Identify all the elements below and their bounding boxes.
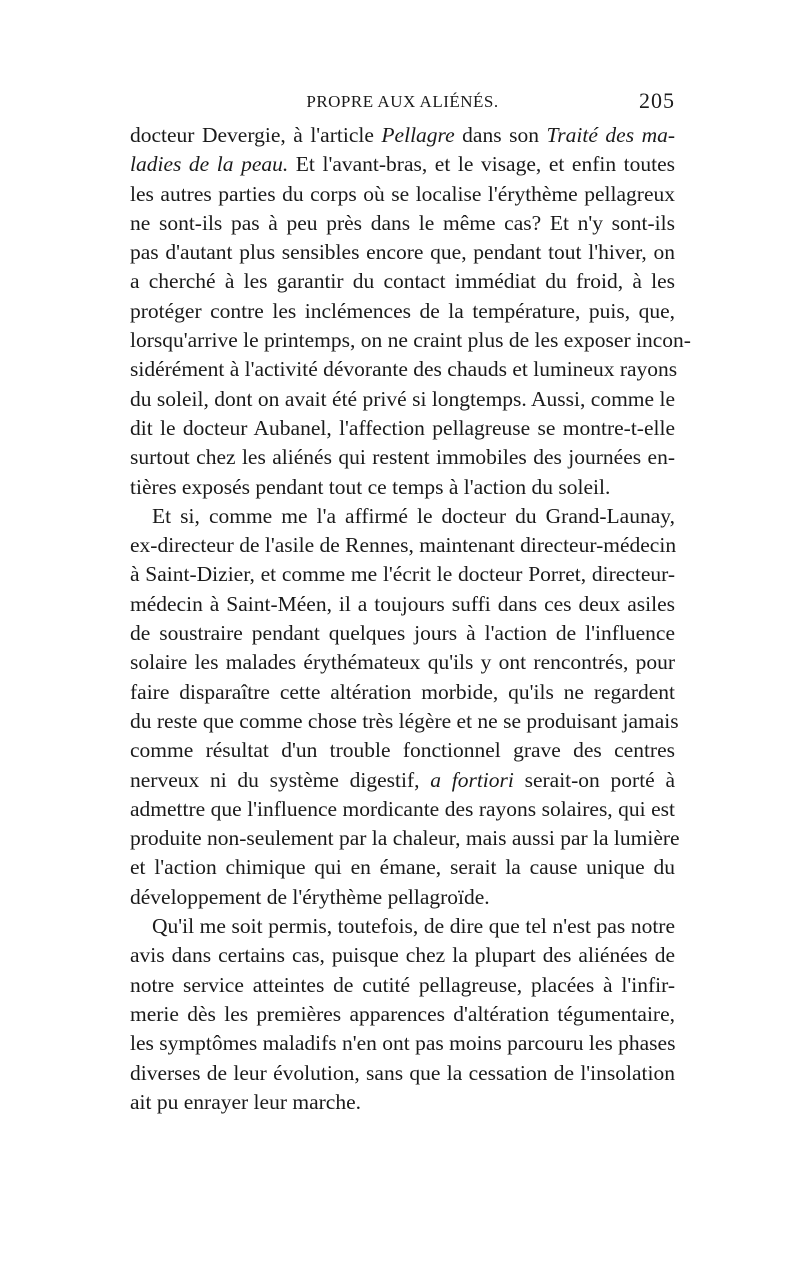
text-segment: tières exposés pendant tout ce temps à l'action du soleil.: [130, 474, 611, 499]
text-segment: Qu'il me soit permis, toutefois, de dire que tel n'est pas notre: [152, 914, 675, 939]
text-line: [130, 209, 675, 238]
text-line: [130, 1059, 675, 1088]
text-segment: diverses de leur évolution, sans que la cessation de l'insolation: [130, 1060, 675, 1085]
page-number: 205: [639, 88, 675, 113]
text-line: [130, 795, 675, 824]
text-line: [130, 414, 675, 443]
text-segment: notre service atteintes de cutité pellagreuse, placées à l'infir-: [130, 972, 675, 997]
text-line: [130, 590, 675, 619]
text-line: [130, 766, 675, 795]
text-segment: de soustraire pendant quelques jours à l'action de l'influence: [130, 621, 675, 646]
text-segment: merie dès les premières apparences d'altération tégumentaire,: [130, 1001, 675, 1026]
text-segment: surtout chez les aliénés qui restent immobiles des journées en-: [130, 445, 675, 470]
text-segment: Et si, comme me l'a affirmé le docteur du Grand-Launay,: [152, 503, 675, 528]
text-line: [130, 678, 675, 707]
text-segment: serait-on porté à: [513, 767, 675, 792]
text-line: [130, 355, 678, 384]
text-segment: du soleil, dont on avait été privé si longtemps. Aussi, comme le: [130, 386, 675, 411]
text-line: [130, 267, 675, 296]
text-segment: pas d'autant plus sensibles encore que, pendant tout l'hiver, on: [130, 240, 675, 265]
paragraph: [130, 502, 680, 912]
text-segment: et l'action chimique qui en émane, serait la cause unique du: [130, 855, 675, 880]
text-segment: ex-directeur de l'asile de Rennes, maintenant directeur-médecin: [130, 533, 677, 558]
text-line: [130, 1000, 675, 1029]
text-segment: protéger contre les inclémences de la température, puis, que,: [130, 298, 675, 323]
text-line: [130, 736, 675, 765]
text-segment: les autres parties du corps où se localise l'érythème pellagreux: [130, 181, 675, 206]
text-line: [130, 326, 691, 355]
italic-text: ladies de la peau.: [130, 152, 289, 177]
text-segment: faire disparaître cette altération morbide, qu'ils ne regardent: [130, 679, 675, 704]
text-segment: Et l'avant-bras, et le visage, et enfin toutes: [288, 152, 675, 177]
text-segment: du reste que comme chose très légère et ne se produisant jamais: [130, 708, 679, 733]
paragraph: [130, 912, 675, 1117]
text-line: [130, 238, 675, 267]
text-line: [130, 707, 679, 736]
text-line: [130, 180, 675, 209]
italic-text: Traité des ma-: [546, 123, 676, 147]
text-line: [130, 385, 675, 414]
text-segment: docteur Devergie, à l'article: [130, 123, 382, 147]
text-line: [130, 121, 675, 150]
text-line: [130, 502, 675, 531]
text-segment: nerveux ni du système digestif,: [130, 767, 431, 792]
text-segment: dans son: [454, 123, 547, 147]
text-line: [130, 883, 675, 912]
text-segment: solaire les malades érythémateux qu'ils y ont rencontrés, pour: [130, 650, 675, 675]
italic-text: Pellagre: [381, 123, 455, 147]
text-line: [130, 1029, 675, 1058]
text-segment: comme résultat d'un trouble fonctionnel grave des centres: [130, 738, 675, 763]
text-segment: développement de l'érythème pellagroïde.: [130, 884, 490, 909]
text-segment: à Saint-Dizier, et comme me l'écrit le docteur Porret, directeur-: [130, 562, 675, 587]
text-segment: dit le docteur Aubanel, l'affection pellagreuse se montre-t-elle: [130, 415, 675, 440]
text-segment: lorsqu'arrive le printemps, on ne craint plus de les exposer incon-: [130, 328, 691, 353]
paragraph: [130, 121, 691, 502]
text-segment: sidérément à l'activité dévorante des chauds et lumineux rayons: [130, 357, 678, 382]
text-line: [130, 297, 675, 326]
text-segment: les symptômes maladifs n'en ont pas moins parcouru les phases: [130, 1031, 676, 1056]
text-segment: ait pu enrayer leur marche.: [130, 1089, 361, 1114]
text-line: [130, 473, 675, 502]
text-line: [130, 912, 675, 941]
body-text: [130, 121, 691, 1117]
text-segment: ne sont-ils pas à peu près dans le même cas? Et n'y sont-ils: [130, 210, 675, 235]
text-line: [130, 619, 675, 648]
text-line: [130, 824, 680, 853]
text-segment: a cherché à les garantir du contact immédiat du froid, à les: [130, 269, 675, 294]
text-segment: avis dans certains cas, puisque chez la plupart des aliénées de: [130, 943, 675, 968]
text-segment: produite non-seulement par la chaleur, mais aussi par la lumière: [130, 826, 680, 851]
text-line: [130, 1088, 675, 1117]
text-line: [130, 150, 675, 179]
text-line: [130, 941, 675, 970]
running-title: PROPRE AUX ALIÉNÉS.: [306, 92, 499, 111]
text-segment: médecin à Saint-Méen, il a toujours suffi dans ces deux asiles: [130, 591, 675, 616]
text-segment: admettre que l'influence mordicante des rayons solaires, qui est: [130, 796, 675, 821]
running-head: [130, 90, 675, 120]
text-line: [130, 531, 675, 560]
text-line: [130, 648, 675, 677]
text-line: [130, 971, 675, 1000]
text-line: [130, 560, 675, 589]
italic-text: a fortiori: [430, 767, 514, 792]
text-line: [130, 853, 675, 882]
text-line: [130, 443, 675, 472]
